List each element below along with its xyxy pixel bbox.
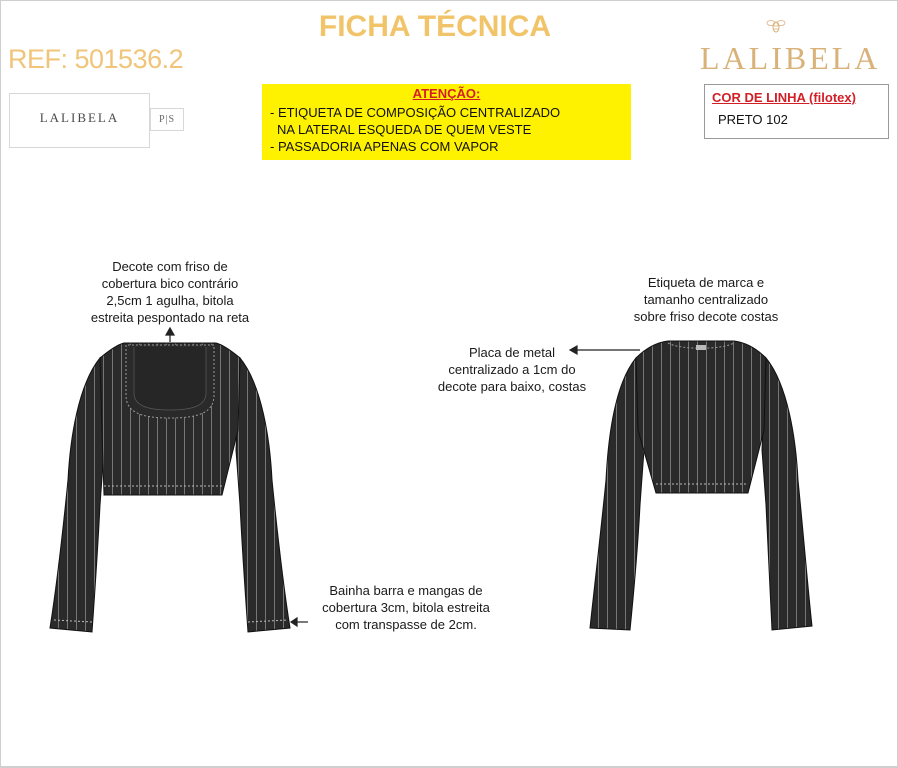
attention-line: - ETIQUETA DE COMPOSIÇÃO CENTRALIZADO <box>270 105 561 120</box>
neckline-note <box>70 258 270 326</box>
attention-line: - PASSADORIA APENAS COM VAPOR <box>270 139 499 154</box>
note-line: Etiqueta de marca e <box>647 275 765 290</box>
back-view <box>590 341 812 630</box>
attention-title: ATENÇÃO: <box>412 86 481 101</box>
logo-tag: P|S <box>150 108 184 131</box>
attention-line: NA LATERAL ESQUEDA DE QUEM VESTE <box>277 122 532 137</box>
page-title: FICHA TÉCNICA <box>318 10 552 43</box>
plate-note <box>412 344 612 395</box>
note-line: cobertura bico contrário <box>101 276 239 291</box>
note-line: estreita pespontado na reta <box>90 310 250 325</box>
hem-note <box>306 582 506 633</box>
front-view <box>50 343 290 632</box>
front-right-sleeve <box>236 358 290 632</box>
note-line: cobertura 3cm, bitola estreita <box>322 600 490 615</box>
brand-logo: LALIBELA <box>700 40 881 76</box>
back-label <box>696 345 706 350</box>
back-left-sleeve <box>590 358 644 630</box>
note-line: Placa de metal <box>469 345 555 360</box>
note-line: sobre friso decote costas <box>633 309 779 324</box>
thread-color-title: COR DE LINHA (filotex) <box>712 90 856 105</box>
label-note <box>606 274 806 325</box>
thread-color-value: PRETO 102 <box>718 112 788 127</box>
note-line: 2,5cm 1 agulha, bitola <box>106 293 234 308</box>
note-line: decote para baixo, costas <box>437 379 587 394</box>
reference-code: REF: 501536.2 <box>8 44 184 74</box>
note-line: com transpasse de 2cm. <box>335 617 477 632</box>
note-line: tamanho centralizado <box>643 292 769 307</box>
back-body <box>636 341 766 493</box>
front-left-sleeve <box>50 358 104 632</box>
note-line: Bainha barra e mangas de <box>329 583 483 598</box>
logo-brand: LALIBELA <box>39 110 120 125</box>
back-right-sleeve <box>762 358 812 630</box>
note-line: centralizado a 1cm do <box>448 362 576 377</box>
note-line: Decote com friso de <box>112 259 228 274</box>
